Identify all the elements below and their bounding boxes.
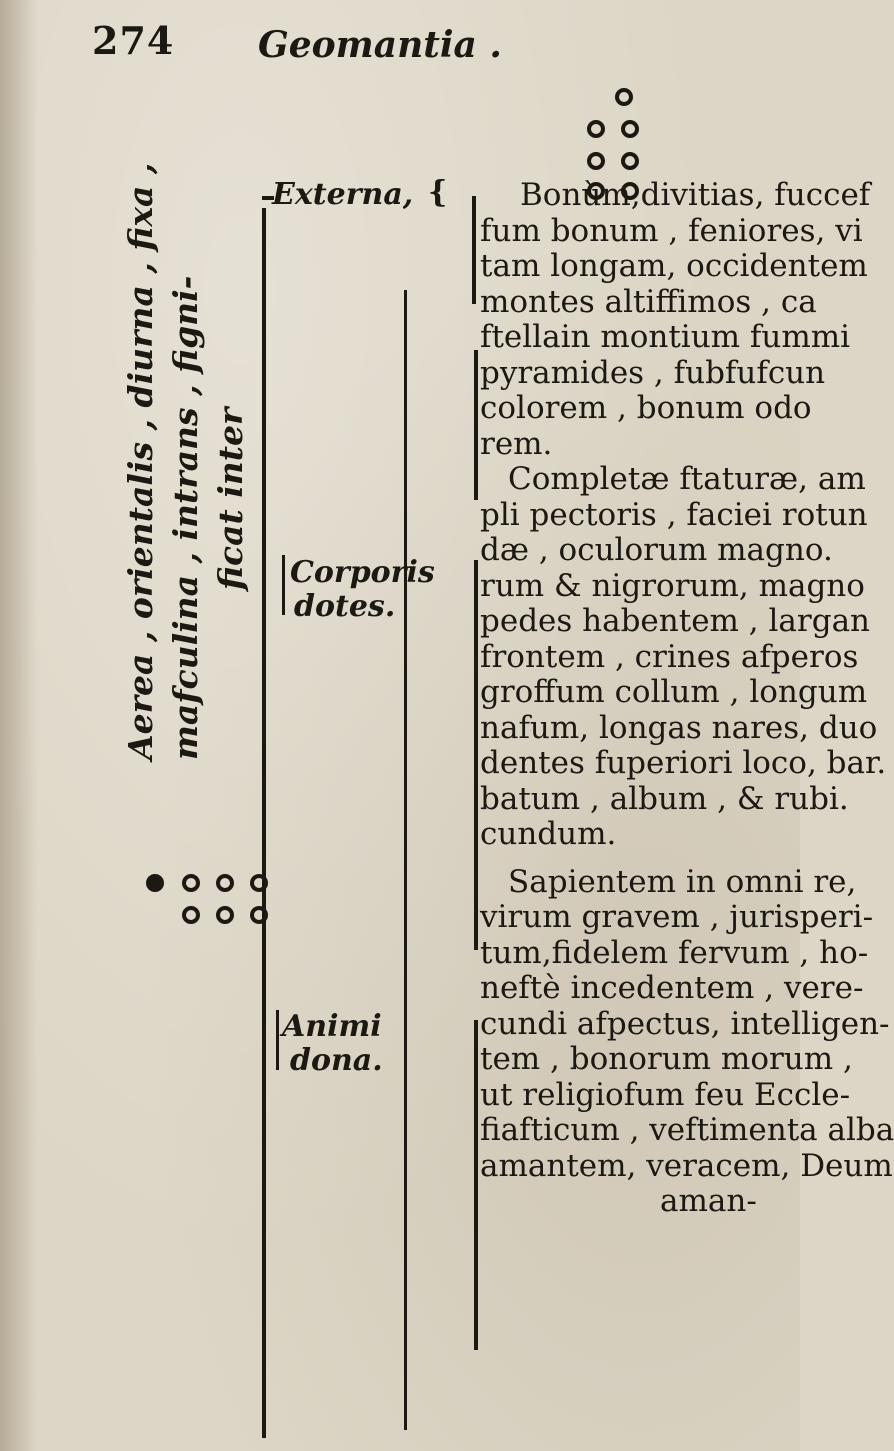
text-line: aman-: [660, 1183, 757, 1219]
text-line: Sapientem in omni re,: [508, 863, 857, 900]
text-line: tam longam, occidentem: [480, 248, 868, 284]
vertical-text-block: [118, 163, 253, 760]
text-line: pyramides , fubfufcun: [480, 354, 826, 391]
text-line: ut religiofum feu Eccle-: [480, 1076, 851, 1113]
label-corporis: Corporis: [290, 555, 435, 590]
text-line: cundi afpectus, intelligen-: [480, 1005, 890, 1042]
page-gutter-shadow: [0, 0, 38, 1451]
text-line: dentes fuperiori loco, bar.: [480, 745, 887, 781]
vertical-line-3: ficat inter: [211, 407, 250, 590]
text-line: fum bonum , feniores, vi: [480, 212, 863, 249]
label-brace-mark: {: [428, 175, 448, 210]
bracket-sapientem: [474, 1020, 478, 1350]
outer-brace-line: [262, 208, 266, 1438]
text-line: ftellain montium fummi: [480, 319, 851, 355]
figure-dot: [182, 906, 200, 924]
figure-dot: [621, 152, 639, 170]
figure-dot: [615, 88, 633, 106]
bracket-bonum: [472, 196, 476, 304]
text-line: amantem, veracem, Deum: [480, 1147, 893, 1184]
vertical-line-1: Aerea , orientalis , diurna , fixa ,: [121, 162, 160, 760]
text-line: groffum collum , longum: [480, 674, 868, 710]
figure-dot: [146, 874, 164, 892]
running-head: Geomantia .: [258, 24, 502, 66]
text-line: Bonùm,divitias, fuccef: [520, 177, 871, 213]
figure-dot: [587, 152, 605, 170]
bracket-montes: [474, 350, 478, 500]
text-line: rem.: [480, 425, 553, 462]
vertical-line-2: mafculina , intrans , figni-: [166, 275, 205, 760]
text-line: colorem , bonum odo: [480, 390, 812, 426]
text-line: montes altiffimos , ca: [480, 283, 817, 320]
text-line: fiafticum , veftimenta alba: [480, 1112, 894, 1148]
text-line: nafum, longas nares, duo: [480, 709, 878, 746]
figure-dot: [587, 120, 605, 138]
text-line: virum gravem , jurisperi-: [480, 899, 874, 935]
text-line: tem , bonorum morum ,: [480, 1041, 853, 1077]
bracket-completae: [474, 560, 478, 950]
text-line: frontem , crines afperos: [480, 638, 859, 675]
bracket-animi: [276, 1010, 279, 1070]
label-externa: Externa,: [272, 177, 414, 212]
label-dotes: dotes.: [294, 589, 396, 624]
text-line: tum,fidelem fervum , ho-: [480, 934, 869, 971]
page-number: 274: [92, 18, 175, 63]
main-text-column: [480, 177, 894, 1220]
label-animi: Animi: [282, 1009, 382, 1044]
text-line: pedes habentem , largan: [480, 603, 871, 639]
inner-brace-vertical: [404, 290, 407, 1430]
text-line: pli pectoris , faciei rotun: [480, 496, 868, 533]
figure-dot: [216, 906, 234, 924]
figure-dot: [621, 120, 639, 138]
label-dona: dona.: [290, 1043, 383, 1078]
text-line: batum , album , & rubi.: [480, 780, 849, 817]
figure-dot: [216, 874, 234, 892]
text-line: Completæ ftaturæ, am: [508, 461, 866, 497]
text-line: rum & nigrorum, magno: [480, 567, 865, 604]
figure-dot: [182, 874, 200, 892]
geomantic-figure-left: [140, 870, 280, 990]
text-line: cundum.: [480, 816, 617, 852]
bracket-corporis: [282, 555, 285, 615]
text-line: dæ , oculorum magno.: [480, 532, 833, 568]
text-line: neftè incedentem , vere-: [480, 970, 864, 1006]
